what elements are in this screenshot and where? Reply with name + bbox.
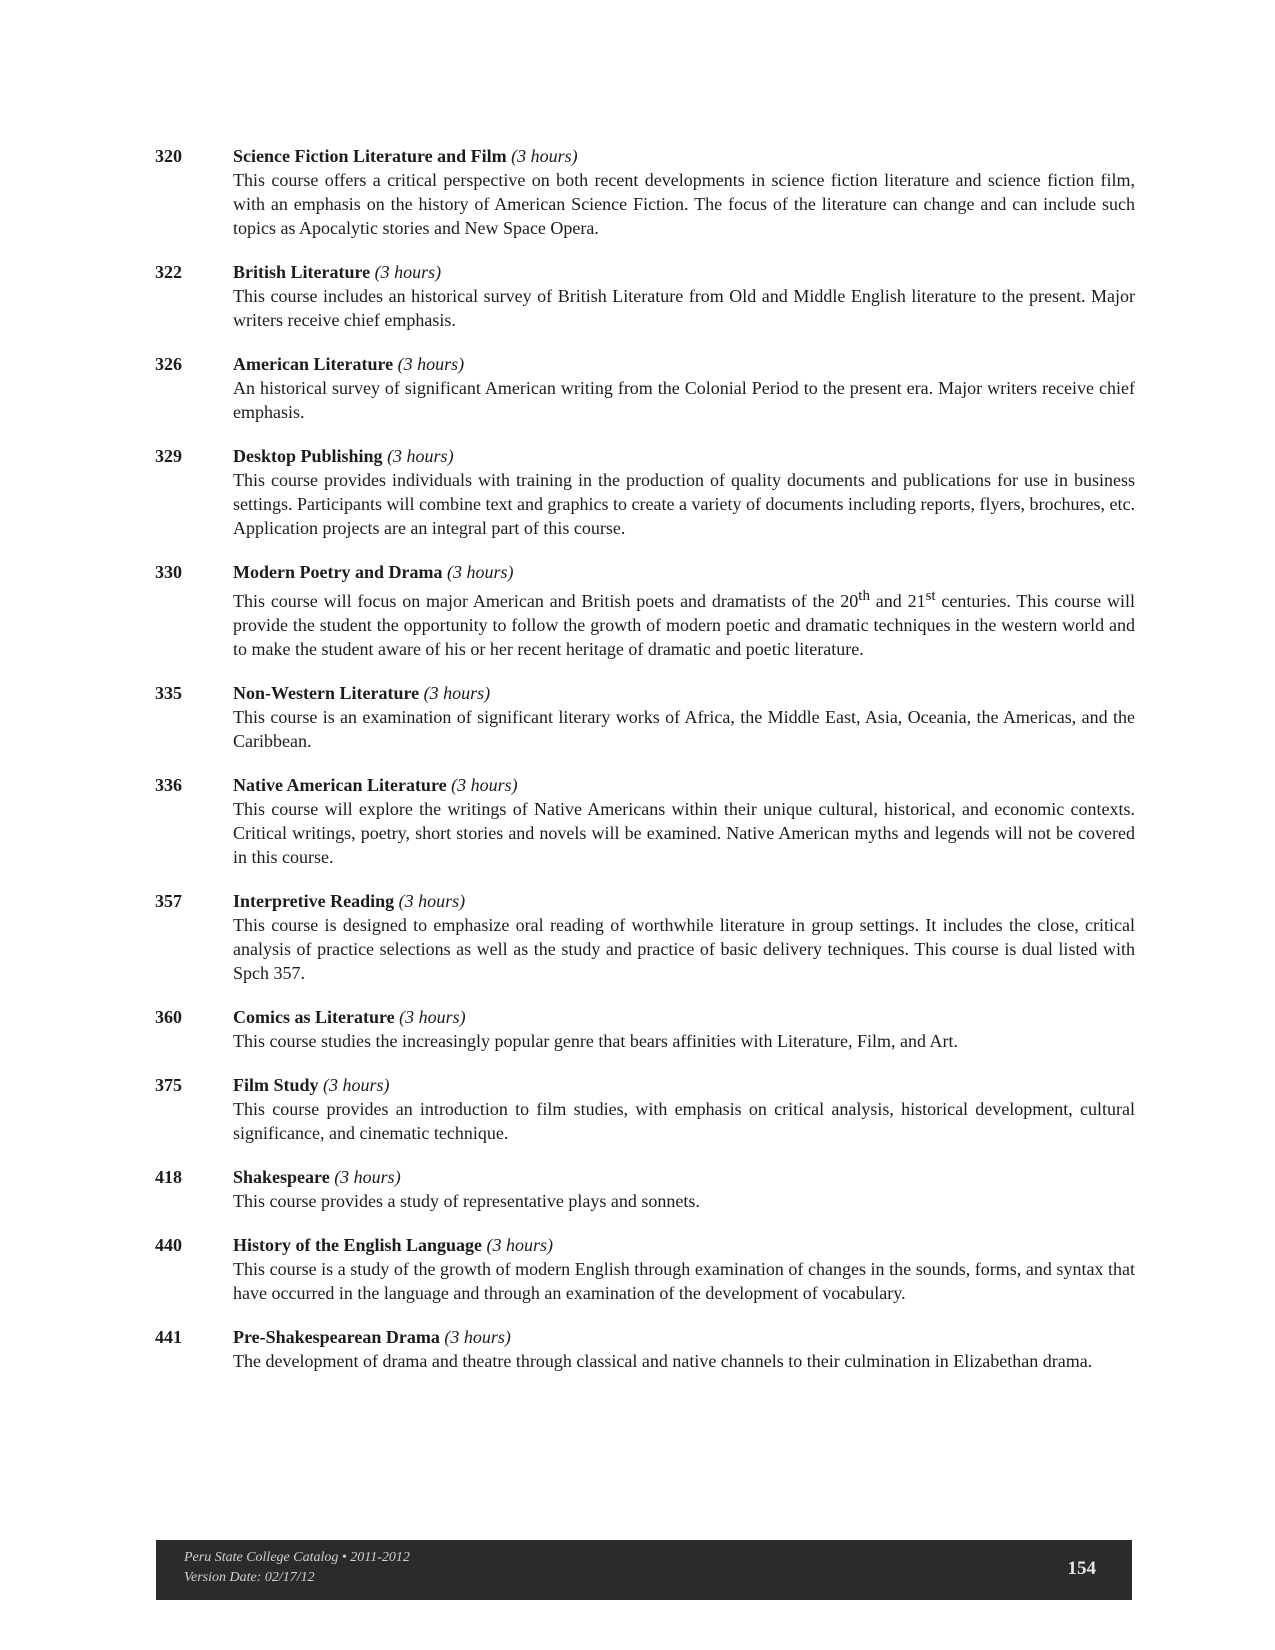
- course-heading: [233, 144, 1135, 168]
- course-body: [233, 1073, 1135, 1145]
- course-body: [233, 889, 1135, 985]
- course-description: This course is a study of the growth of modern English through examination of changes in the sounds, forms, and syntax that have occurred in the language and through an examination of the development of vocabulary.: [233, 1259, 1135, 1303]
- page-number: 154: [1067, 1558, 1096, 1579]
- course-entry: [155, 773, 1135, 869]
- course-number: 329: [155, 446, 182, 466]
- course-number: 418: [155, 1167, 182, 1187]
- course-number: 375: [155, 1075, 182, 1095]
- course-description: An historical survey of significant American writing from the Colonial Period to the present era. Major writers receive chief emphasis.: [233, 378, 1135, 422]
- course-number: 440: [155, 1235, 182, 1255]
- course-hours: (3 hours): [486, 1235, 554, 1255]
- course-hours: (3 hours): [446, 562, 514, 582]
- course-number: 335: [155, 683, 182, 703]
- course-hours: (3 hours): [398, 891, 466, 911]
- course-entry: [155, 144, 1135, 240]
- course-description: This course will explore the writings of Native Americans within their unique cultural, historical, and economic contexts. Critical writings, poetry, short stories and novels will be examined. Native American myths and legends will not be covered in this course.: [233, 799, 1135, 867]
- course-number: 326: [155, 354, 182, 374]
- course-title: Non-Western Literature: [233, 683, 420, 703]
- course-heading: [233, 1005, 1135, 1029]
- page-footer: [156, 1540, 1132, 1600]
- course-title: Interpretive Reading: [233, 891, 395, 911]
- course-title: Native American Literature: [233, 775, 447, 795]
- course-body: [233, 681, 1135, 753]
- course-title: Science Fiction Literature and Film: [233, 146, 507, 166]
- course-description: This course offers a critical perspective on both recent developments in science fiction literature and science fiction film, with an emphasis on the history of American Science Fiction. The focus of the literature can change and can include such topics as Apocalytic stories and New Space Opera.: [233, 170, 1135, 238]
- course-number: 322: [155, 262, 182, 282]
- course-body: [233, 1325, 1135, 1373]
- course-entry: [155, 1165, 1135, 1213]
- course-heading: [233, 352, 1135, 376]
- course-entry: [155, 352, 1135, 424]
- course-heading: [233, 1233, 1135, 1257]
- course-description: This course provides individuals with training in the production of quality documents and publications for use in business settings. Participants will combine text and graphics to create a variety of documents including reports, flyers, brochures, etc. Application projects are an integral part of this course.: [233, 470, 1135, 538]
- course-list: [155, 144, 1135, 1393]
- course-hours: (3 hours): [323, 1075, 390, 1095]
- course-title: History of the English Language: [233, 1235, 483, 1255]
- course-number: 360: [155, 1007, 182, 1027]
- course-title: Comics as Literature: [233, 1007, 395, 1027]
- course-heading: [233, 560, 1135, 584]
- course-body: [233, 560, 1135, 661]
- course-heading: [233, 889, 1135, 913]
- course-description: This course is designed to emphasize oral reading of worthwhile literature in group settings. It includes the close, critical analysis of practice selections as well as the study and practice of basic delivery techniques. This course is dual listed with Spch 357.: [233, 915, 1135, 983]
- course-title: Shakespeare: [233, 1167, 330, 1187]
- course-description: This course includes an historical survey of British Literature from Old and Middle English literature to the present. Major writers receive chief emphasis.: [233, 286, 1135, 330]
- course-number: 441: [155, 1327, 182, 1347]
- course-heading: [233, 1325, 1135, 1349]
- course-hours: (3 hours): [397, 354, 465, 374]
- course-number: 330: [155, 562, 182, 582]
- course-entry: [155, 260, 1135, 332]
- course-number: 320: [155, 146, 182, 166]
- course-entry: [155, 1233, 1135, 1305]
- course-heading: [233, 773, 1135, 797]
- course-number: 357: [155, 891, 182, 911]
- course-description: This course studies the increasingly popular genre that bears affinities with Literature, Film, and Art.: [233, 1031, 958, 1051]
- course-body: [233, 352, 1135, 424]
- course-heading: [233, 681, 1135, 705]
- course-hours: (3 hours): [387, 446, 454, 466]
- course-description: This course is an examination of significant literary works of Africa, the Middle East, Asia, Oceania, the Americas, and the Caribbean.: [233, 707, 1135, 751]
- footer-version-date: Version Date: 02/17/12: [184, 1570, 315, 1585]
- course-hours: (3 hours): [399, 1007, 466, 1027]
- course-entry: [155, 1005, 1135, 1053]
- footer-catalog-info: [184, 1548, 410, 1588]
- description-text: centuries. This course will provide the student the opportunity to follow the growth of modern poetic and dramatic techniques in the western world and to make the student aware of his or her recent heritage of dramatic and poetic literature.: [233, 591, 1135, 659]
- course-entry: [155, 444, 1135, 540]
- course-hours: (3 hours): [444, 1327, 511, 1347]
- course-entry: [155, 1073, 1135, 1145]
- course-title: British Literature: [233, 262, 371, 282]
- course-entry: [155, 1325, 1135, 1373]
- course-title: American Literature: [233, 354, 394, 374]
- course-body: [233, 1005, 1135, 1053]
- course-entry: [155, 560, 1135, 661]
- course-description: This course provides an introduction to film studies, with emphasis on critical analysis, historical development, cultural significance, and cinematic technique.: [233, 1099, 1135, 1143]
- course-description: The development of drama and theatre through classical and native channels to their culmination in Elizabethan drama.: [233, 1351, 1093, 1371]
- ordinal-suffix: st: [925, 588, 936, 604]
- ordinal-suffix: th: [858, 588, 870, 604]
- course-title: Modern Poetry and Drama: [233, 562, 443, 582]
- course-hours: (3 hours): [374, 262, 442, 282]
- course-title: Desktop Publishing: [233, 446, 383, 466]
- course-hours: (3 hours): [451, 775, 518, 795]
- course-heading: [233, 260, 1135, 284]
- course-body: [233, 444, 1135, 540]
- course-body: [233, 1165, 1135, 1213]
- course-heading: [233, 1073, 1135, 1097]
- course-hours: (3 hours): [423, 683, 491, 703]
- course-body: [233, 773, 1135, 869]
- description-text: This course will focus on major American and British poets and dramatists of the 20: [233, 591, 859, 611]
- course-heading: [233, 444, 1135, 468]
- course-body: [233, 144, 1135, 240]
- course-body: [233, 1233, 1135, 1305]
- course-description: [233, 584, 1135, 661]
- course-title: Pre-Shakespearean Drama: [233, 1327, 440, 1347]
- course-hours: (3 hours): [334, 1167, 401, 1187]
- course-number: 336: [155, 775, 182, 795]
- description-text: and 21: [869, 591, 926, 611]
- course-description: This course provides a study of representative plays and sonnets.: [233, 1191, 700, 1211]
- course-entry: [155, 681, 1135, 753]
- footer-catalog-name: Peru State College Catalog • 2011-2012: [184, 1550, 410, 1565]
- course-heading: [233, 1165, 1135, 1189]
- course-hours: (3 hours): [511, 146, 578, 166]
- course-body: [233, 260, 1135, 332]
- course-title: Film Study: [233, 1075, 319, 1095]
- course-entry: [155, 889, 1135, 985]
